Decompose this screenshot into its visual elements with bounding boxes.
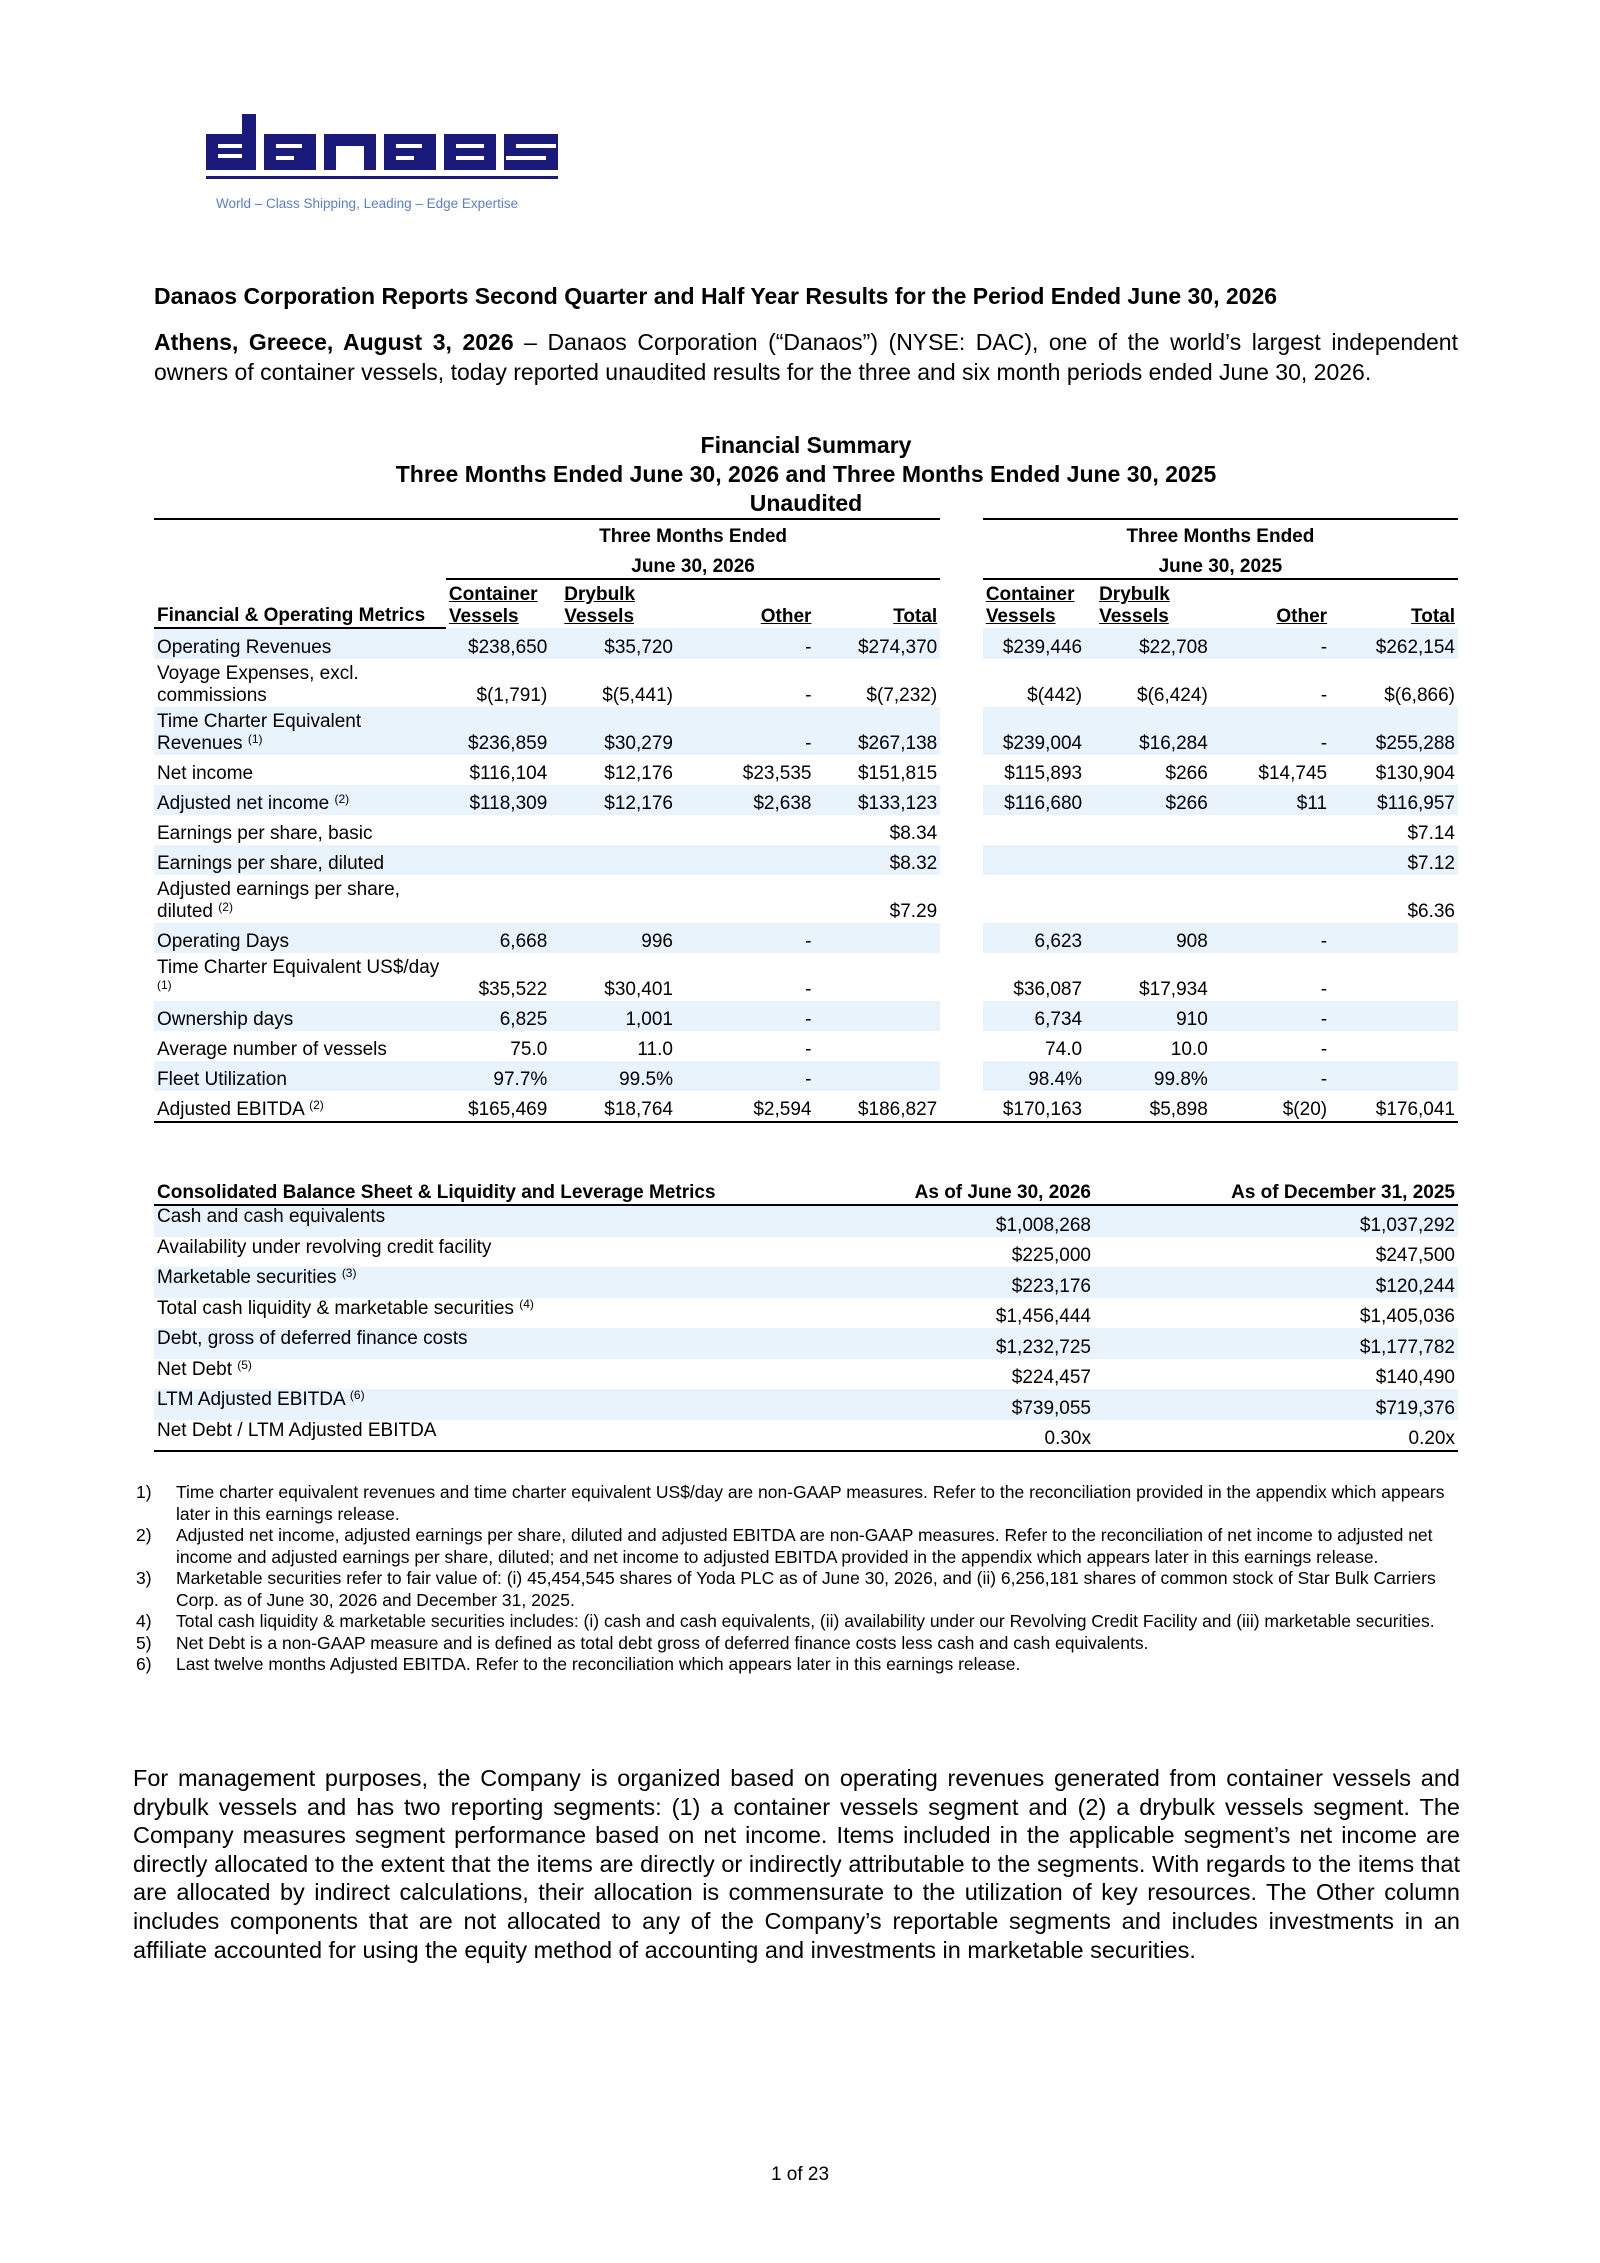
row-label (154, 875, 446, 923)
row-label-text: Earnings per share, diluted (157, 853, 385, 874)
table-cell: - (1320, 1039, 1328, 1060)
table-cell: $719,376 (1094, 1389, 1458, 1420)
table-cell: - (805, 685, 812, 706)
table-cell: 0.30x (774, 1420, 1094, 1452)
col-total: Total (893, 606, 938, 627)
table-cell: $223,176 (774, 1267, 1094, 1298)
table-cell (1330, 1001, 1458, 1031)
table-cell: 98.4% (983, 1061, 1085, 1091)
table-cell: $1,008,268 (774, 1205, 1094, 1237)
column-gap (940, 707, 983, 755)
row-label-text: Time Charter Equivalent US$/day (157, 957, 440, 978)
column-gap (940, 1001, 983, 1031)
row-label-text: Ownership days (157, 1009, 294, 1030)
footnote-number: 6) (136, 1654, 152, 1674)
table-cell: $115,893 (1004, 763, 1083, 784)
table-cell (1330, 1031, 1458, 1061)
table-cell (550, 845, 676, 875)
table-cell: $11 (1211, 785, 1330, 815)
col-drybulk-vessels: Drybulk Vessels (564, 584, 636, 627)
table-row (154, 659, 1458, 707)
table-row (154, 1420, 1458, 1452)
balance-col-december: As of December 31, 2025 (1094, 1158, 1458, 1205)
row-label (154, 1298, 774, 1329)
row-label (154, 1237, 774, 1268)
table-cell: 6,668 (446, 923, 550, 953)
table-cell: - (676, 923, 814, 953)
table-cell: $14,745 (1258, 763, 1328, 784)
period-date-row (154, 548, 1458, 579)
footnotes-list (136, 1482, 1466, 1676)
page-number: 1 of 23 (770, 2164, 830, 2185)
table-cell: 6,825 (446, 1001, 550, 1031)
table-cell (1211, 845, 1330, 875)
row-label-text: Time Charter Equivalent Revenues (157, 711, 362, 754)
table-cell: $35,720 (550, 628, 676, 659)
row-label-text: Fleet Utilization (157, 1069, 287, 1090)
table-cell: $2,638 (676, 785, 814, 815)
footnote (136, 1654, 1466, 1676)
table-cell: $1,456,444 (995, 1306, 1091, 1327)
table-cell: $5,898 (1085, 1091, 1211, 1122)
row-label-text: Marketable securities (157, 1267, 337, 1288)
row-label-text: Adjusted earnings per share, diluted (157, 879, 400, 922)
table-row (154, 1298, 1458, 1329)
table-cell: - (1211, 707, 1330, 755)
table-cell: 75.0 (510, 1039, 548, 1060)
table-cell: - (1211, 628, 1330, 659)
table-row (154, 845, 1458, 875)
table-cell: $35,522 (478, 979, 548, 1000)
financial-summary-subtitle: Three Months Ended June 30, 2026 and Three Months Ended June 30, 2025 (395, 461, 1217, 487)
column-gap (940, 875, 983, 923)
table-row (154, 923, 1458, 953)
table-cell (983, 845, 1085, 875)
row-label-text: Operating Revenues (157, 637, 332, 658)
table-cell: - (676, 1001, 814, 1031)
table-row (154, 1328, 1458, 1359)
table-cell: $239,004 (983, 707, 1085, 755)
table-cell (983, 815, 1085, 845)
table-cell: $7.12 (1330, 845, 1458, 875)
table-cell: $120,244 (1094, 1267, 1458, 1298)
balance-sheet-table (154, 1158, 1458, 1452)
table-cell: - (1320, 685, 1328, 706)
table-cell: 99.8% (1085, 1061, 1211, 1091)
table-cell: $12,176 (604, 763, 673, 784)
row-label-text: Total cash liquidity & marketable securities (157, 1297, 514, 1319)
table-cell: $133,123 (814, 785, 940, 815)
table-cell: $739,055 (774, 1389, 1094, 1420)
table-cell: 1,001 (550, 1001, 676, 1031)
footnote (136, 1568, 1466, 1611)
row-label-text: Debt, gross of deferred finance costs (157, 1328, 468, 1349)
table-cell: $1,037,292 (1094, 1205, 1458, 1237)
table-row (154, 1205, 1458, 1237)
table-cell: $36,087 (1013, 979, 1083, 1000)
row-label-text: Net Debt / LTM Adjusted EBITDA (157, 1419, 437, 1441)
column-gap (940, 845, 983, 875)
table-cell: $22,708 (1085, 628, 1211, 659)
row-label (154, 1359, 774, 1390)
period2-line2: June 30, 2025 (983, 548, 1458, 579)
table-row (154, 1359, 1458, 1390)
row-label (154, 1267, 774, 1298)
table-cell (814, 1031, 940, 1061)
footnote (136, 1611, 1466, 1633)
table-cell: $(6,866) (1384, 685, 1455, 706)
row-label (154, 1205, 774, 1237)
column-gap (940, 628, 983, 659)
table-cell: $7.14 (1407, 823, 1455, 844)
column-gap (940, 1061, 983, 1091)
column-gap (940, 659, 983, 707)
table-cell: $(5,441) (602, 685, 673, 706)
footnote-number: 2) (136, 1525, 152, 1545)
table-cell: $262,154 (1330, 628, 1458, 659)
column-gap (940, 923, 983, 953)
table-cell: $266 (1165, 763, 1208, 784)
table-row (154, 953, 1458, 1001)
table-cell: - (676, 707, 814, 755)
table-cell: - (1320, 979, 1328, 1000)
row-label-text: Adjusted EBITDA (157, 1099, 304, 1120)
footnote-ref: (5) (237, 1357, 252, 1372)
table-cell: $236,859 (446, 707, 550, 755)
table-cell: 74.0 (1045, 1039, 1083, 1060)
table-cell (446, 845, 550, 875)
footnote-ref: (2) (334, 792, 350, 806)
row-label (154, 755, 446, 785)
footnote-ref: (2) (218, 900, 233, 914)
table-cell (676, 875, 814, 923)
row-label (154, 845, 446, 875)
table-cell (446, 875, 550, 923)
balance-sheet-header-row (154, 1158, 1458, 1205)
period2-line1: Three Months Ended (983, 519, 1458, 548)
row-label (154, 1061, 446, 1091)
financial-summary-title: Financial Summary (700, 432, 912, 458)
logo-tagline: World – Class Shipping, Leading – Edge Expertise (216, 196, 519, 211)
col-container-vessels: Container Vessels (448, 584, 538, 627)
table-cell: 11.0 (637, 1039, 673, 1060)
row-label-text: Earnings per share, basic (157, 823, 373, 844)
column-gap (940, 785, 983, 815)
footnote-text: Last twelve months Adjusted EBITDA. Refer to the reconciliation which appears later in this earnings release. (176, 1654, 1021, 1674)
row-label-text: Net income (157, 763, 254, 784)
table-cell: $1,405,036 (1359, 1306, 1455, 1327)
table-cell: $8.32 (814, 845, 940, 875)
column-gap (940, 1031, 983, 1061)
table-cell: - (1211, 923, 1330, 953)
column-gap (940, 755, 983, 785)
table-cell: $176,041 (1330, 1091, 1458, 1122)
table-cell: $12,176 (550, 785, 676, 815)
footnote-ref: (4) (519, 1296, 534, 1311)
page-title: Danaos Corporation Reports Second Quarter and Half Year Results for the Period Ended June 30, 2026 (154, 283, 1278, 309)
column-gap (940, 815, 983, 845)
financial-summary-title-block (154, 431, 1458, 518)
table-cell (1211, 815, 1330, 845)
table-cell: 6,734 (983, 1001, 1085, 1031)
row-label (154, 815, 446, 845)
table-cell: $18,764 (550, 1091, 676, 1122)
footnote-text: Time charter equivalent revenues and time charter equivalent US$/day are non-GAAP measures. Refer to the reconciliation provided in the appendix which appears later in this earnings release. (176, 1482, 1445, 1524)
table-cell (1330, 953, 1458, 1001)
footnote-text: Adjusted net income, adjusted earnings per share, diluted and adjusted EBITDA are non-GAAP measures. Refer to the reconciliation of net income to adjusted net income and adjusted earnings per share, diluted; and net income to adjusted EBITDA provided in the appendix which appears later in this earnings release. (176, 1525, 1433, 1567)
row-label (154, 1001, 446, 1031)
table-cell: $2,594 (676, 1091, 814, 1122)
table-cell: $(1,791) (476, 685, 548, 706)
column-gap (940, 953, 983, 1001)
table-cell: $255,288 (1330, 707, 1458, 755)
intro-lead: Athens, Greece, August 3, 2026 (154, 329, 514, 355)
footnote-number: 3) (136, 1568, 152, 1588)
footnote-ref: (2) (309, 1098, 324, 1112)
table-cell: $30,401 (604, 979, 673, 1000)
table-cell: $165,469 (446, 1091, 550, 1122)
table-cell: $239,446 (983, 628, 1085, 659)
footnote-ref: (1) (247, 732, 263, 746)
table-cell: $30,279 (550, 707, 676, 755)
table-cell: $116,104 (469, 763, 548, 784)
table-cell: 996 (550, 923, 676, 953)
table-cell (446, 815, 550, 845)
table-cell: $116,957 (1330, 785, 1458, 815)
table-cell: $247,500 (1375, 1245, 1455, 1266)
table-cell (550, 875, 676, 923)
table-cell: $(6,424) (1137, 685, 1208, 706)
table-row (154, 707, 1458, 755)
row-label (154, 659, 446, 707)
table-cell: $1,177,782 (1094, 1328, 1458, 1359)
table-cell: - (805, 979, 812, 1000)
table-row (154, 628, 1458, 659)
balance-sheet-header: Consolidated Balance Sheet & Liquidity and Leverage Metrics (154, 1158, 774, 1205)
balance-col-june: As of June 30, 2026 (774, 1158, 1094, 1205)
table-cell: $224,457 (1011, 1367, 1091, 1388)
table-cell: $1,232,725 (774, 1328, 1094, 1359)
table-row (154, 1001, 1458, 1031)
row-label-text: Adjusted net income (157, 793, 330, 814)
row-label-text: Operating Days (157, 931, 290, 952)
table-cell: - (1211, 1001, 1330, 1031)
row-label (154, 923, 446, 953)
row-label (154, 953, 446, 1001)
col-drybulk-vessels-2: Drybulk Vessels (1099, 584, 1170, 627)
footnote-number: 4) (136, 1611, 152, 1631)
row-label-text: LTM Adjusted EBITDA (157, 1389, 345, 1410)
table-cell: $(7,232) (866, 685, 938, 706)
table-cell (1330, 1061, 1458, 1091)
row-label-text: Voyage Expenses, excl. commissions (157, 663, 359, 706)
footnote-text: Net Debt is a non-GAAP measure and is defined as total debt gross of deferred finance costs less cash and cash equivalents. (176, 1632, 1149, 1653)
table-cell (1211, 875, 1330, 923)
table-cell (550, 815, 676, 845)
footnote-number: 1) (136, 1482, 152, 1502)
table-cell: $(442) (1027, 685, 1083, 706)
table-cell: $238,650 (446, 628, 550, 659)
table-cell: $140,490 (1375, 1367, 1455, 1388)
table-row (154, 815, 1458, 845)
table-row (154, 785, 1458, 815)
row-label-text: Availability under revolving credit facility (157, 1236, 492, 1258)
footnote-ref: (3) (341, 1266, 357, 1280)
table-cell (983, 875, 1085, 923)
metrics-header: Financial & Operating Metrics (154, 579, 446, 628)
table-cell: - (805, 1039, 812, 1060)
row-label (154, 1091, 446, 1122)
intro-text: – Danaos Corporation (“Danaos”) (NYSE: DAC), one of the world’s largest independent owners of container vessels, today reported unaudited results for the three and six month periods ended June 30, 2026. (154, 329, 1458, 385)
footnote-ref: (6) (349, 1388, 365, 1402)
footnote (136, 1482, 1466, 1525)
table-cell (676, 845, 814, 875)
table-cell: 99.5% (550, 1061, 676, 1091)
intro-paragraph (154, 327, 1458, 387)
footnote-number: 5) (136, 1632, 152, 1653)
col-container-vessels-2: Container Vessels (985, 584, 1075, 627)
table-cell: $17,934 (1139, 979, 1208, 1000)
table-cell (814, 923, 940, 953)
table-cell: $16,284 (1085, 707, 1211, 755)
table-cell: $130,904 (1375, 763, 1455, 784)
table-cell (1330, 923, 1458, 953)
table-cell: 908 (1085, 923, 1211, 953)
financial-summary-note: Unaudited (749, 490, 863, 516)
footnote (136, 1525, 1466, 1568)
row-label-text: Cash and cash equivalents (157, 1206, 386, 1227)
table-cell: $6.36 (1407, 901, 1455, 922)
table-cell: 97.7% (446, 1061, 550, 1091)
row-label (154, 1389, 774, 1420)
table-cell: $151,815 (857, 763, 938, 784)
table-cell (1085, 815, 1211, 845)
table-cell: $266 (1085, 785, 1211, 815)
footnote-text: Total cash liquidity & marketable securities includes: (i) cash and cash equivalents, (ii) availability under our Revolving Credit Facility and (iii) marketable securities. (176, 1611, 1435, 1631)
table-cell: 910 (1085, 1001, 1211, 1031)
table-cell: $170,163 (983, 1091, 1085, 1122)
table-cell: $118,309 (446, 785, 550, 815)
row-label (154, 1328, 774, 1359)
row-label (154, 628, 446, 659)
table-cell (1085, 875, 1211, 923)
row-label (154, 785, 446, 815)
period-header-row (154, 519, 1458, 548)
table-cell (814, 1061, 940, 1091)
row-label (154, 707, 446, 755)
footnote-text: Marketable securities refer to fair value of: (i) 45,454,545 shares of Yoda PLC as of June 30, 2026, and (ii) 6,256,181 shares of common stock of Star Bulk Carriers Corp. as of June 30, 2026 and December 31, 2025. (176, 1568, 1436, 1610)
table-cell: $7.29 (889, 901, 938, 922)
column-header-row (154, 579, 1458, 628)
table-row (154, 1389, 1458, 1420)
table-cell (1085, 845, 1211, 875)
period1-line2: June 30, 2026 (446, 548, 940, 579)
col-other: Other (760, 606, 812, 627)
table-cell: $267,138 (814, 707, 940, 755)
table-cell: $186,827 (814, 1091, 940, 1122)
table-cell: 10.0 (1170, 1039, 1208, 1060)
table-row (154, 1267, 1458, 1298)
row-label (154, 1031, 446, 1061)
row-label-text: Net Debt (157, 1358, 232, 1380)
segment-paragraph: For management purposes, the Company is organized based on operating revenues generated from container vessels and drybulk vessels and has two reporting segments: (1) a container vessels segment and (2) a drybulk vessels segment. The Company measures segment performance based on net income. Items included in the applicable segment’s net income are directly allocated to the extent that the items are directly or indirectly attributable to the segments. With regards to the items that are allocated by indirect calculations, their allocation is commensurate to the utilization of key resources. The Other column includes components that are not allocated to any of the Company’s reportable segments and includes investments in an affiliate accounted for using the equity method of accounting and investments in marketable securities. (133, 1765, 1460, 1963)
table-cell: - (676, 628, 814, 659)
footnote-ref: (1) (157, 978, 172, 992)
table-row (154, 1091, 1458, 1122)
row-label-text: Average number of vessels (157, 1039, 387, 1060)
col-other-2: Other (1276, 606, 1328, 627)
footnote (136, 1633, 1466, 1655)
table-row (154, 1061, 1458, 1091)
table-row (154, 755, 1458, 785)
period1-line1: Three Months Ended (446, 519, 940, 548)
financial-summary-table (154, 518, 1458, 1123)
table-cell: $23,535 (742, 763, 812, 784)
table-cell: 6,623 (983, 923, 1085, 953)
table-cell: $274,370 (814, 628, 940, 659)
table-cell (676, 815, 814, 845)
danaos-logo-mark (206, 112, 576, 192)
table-row (154, 1031, 1458, 1061)
table-cell: $(20) (1211, 1091, 1330, 1122)
row-label (154, 1420, 774, 1452)
table-cell: - (1211, 1061, 1330, 1091)
table-cell: $116,680 (983, 785, 1085, 815)
column-gap (940, 1091, 983, 1122)
table-row (154, 1237, 1458, 1268)
table-cell: - (676, 1061, 814, 1091)
table-cell: 0.20x (1094, 1420, 1458, 1452)
table-cell (814, 953, 940, 1001)
table-cell (814, 1001, 940, 1031)
table-cell: $225,000 (1011, 1245, 1091, 1266)
col-total-2: Total (1411, 606, 1455, 627)
table-row (154, 875, 1458, 923)
table-cell: $8.34 (889, 823, 938, 844)
